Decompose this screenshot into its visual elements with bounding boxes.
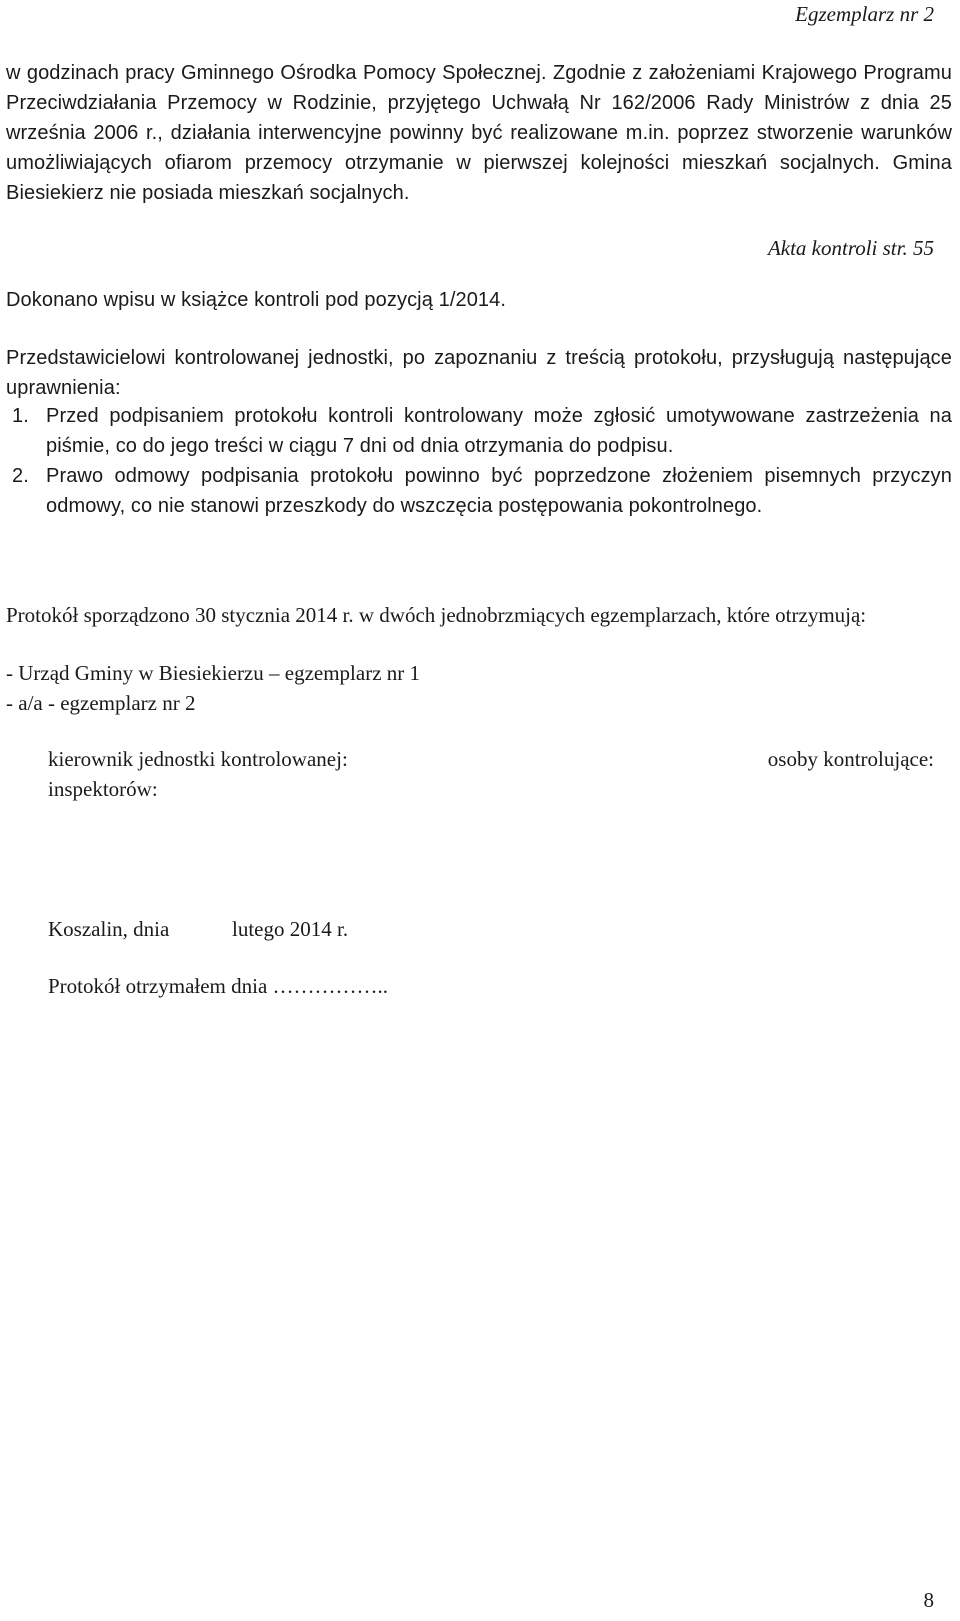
inspectors-label: inspektorów:	[48, 777, 158, 801]
rights-intro: Przedstawicielowi kontrolowanej jednostki, po zapoznaniu z treścią protokołu, przysługują następujące uprawnienia:	[6, 347, 952, 399]
list-item	[6, 461, 952, 521]
recipient-line: - Urząd Gminy w Biesiekierzu – egzemplarz nr 1	[6, 661, 421, 685]
list-item-text: Przed podpisaniem protokołu kontroli kontrolowany może zgłosić umotywowane zastrzeżenia na piśmie, co do jego treści w ciągu 7 dni od dnia otrzymania do podpisu.	[46, 405, 952, 457]
list-item-text: Prawo odmowy podpisania protokołu powinno być poprzedzone złożeniem pisemnych przyczyn odmowy, co nie stanowi przeszkody do wszczęcia postępowania pokontrolnego.	[46, 465, 952, 517]
received-note: Protokół otrzymałem dnia ……………..	[48, 974, 389, 998]
list-item	[6, 401, 952, 461]
protocol-statement: Protokół sporządzono 30 stycznia 2014 r. w dwóch jednobrzmiących egzemplarzach, które otrzymują:	[6, 603, 867, 627]
list-item-number: 2.	[12, 465, 29, 487]
list-item-number: 1.	[12, 405, 29, 427]
files-reference: Akta kontroli str. 55	[767, 236, 934, 260]
page-number: 8	[923, 1588, 934, 1612]
rights-list	[6, 401, 952, 521]
controlled-unit-head-label: kierownik jednostki kontrolowanej:	[48, 747, 348, 771]
date-label: lutego 2014 r.	[232, 917, 349, 941]
intro-paragraph: w godzinach pracy Gminnego Ośrodka Pomocy Społecznej. Zgodnie z założeniami Krajowego Programu Przeciwdziałania Przemocy w Rodzinie, przyjętego Uchwałą Nr 162/2006 Rady Ministrów z dnia 25 września 2006 r., działania interwencyjne powinny być realizowane m.in. poprzez stworzenie warunków umożliwiających ofiarom przemocy otrzymanie w pierwszej kolejności mieszkań socjalnych. Gmina Biesiekierz nie posiada mieszkań socjalnych.	[6, 62, 952, 204]
entry-note: Dokonano wpisu w książce kontroli pod pozycją 1/2014.	[6, 289, 507, 311]
place-label: Koszalin, dnia	[48, 917, 170, 941]
inspecting-persons-label: osoby kontrolujące:	[767, 747, 934, 771]
copy-number-note: Egzemplarz nr 2	[795, 2, 934, 26]
recipient-line: - a/a - egzemplarz nr 2	[6, 691, 196, 715]
